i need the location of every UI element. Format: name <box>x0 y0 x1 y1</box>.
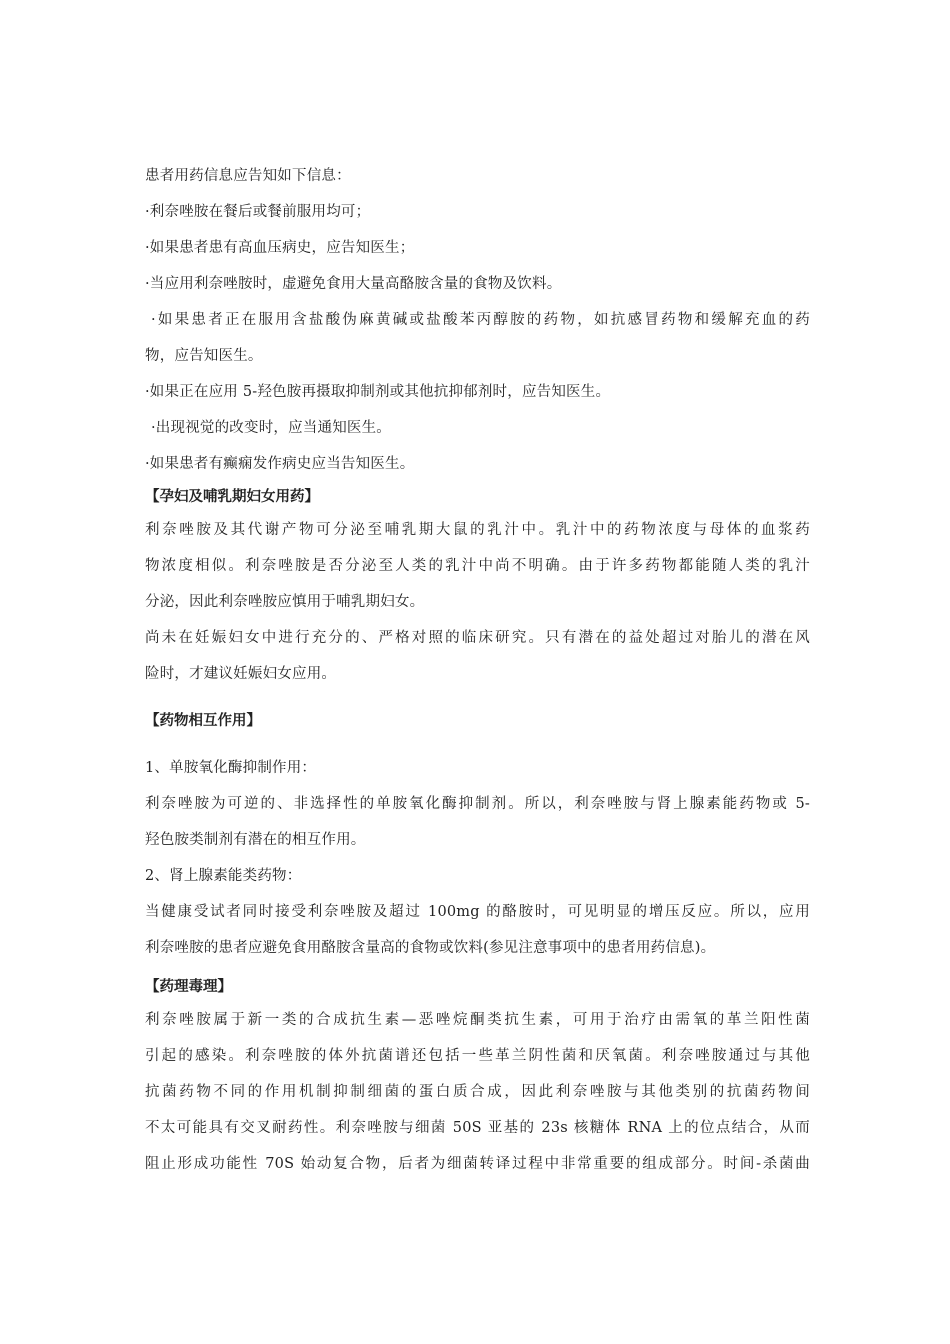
patient-info-item: ·利奈唑胺在餐后或餐前服用均可； <box>145 204 371 220</box>
interactions-paragraph-line: 利奈唑胺的患者应避免食用酪胺含量高的食物或饮料(参见注意事项中的患者用药信息)。 <box>145 940 716 956</box>
patient-info-item: ·如果患者有癫痫发作病史应当告知医生。 <box>145 456 415 472</box>
pregnancy-paragraph-line: 分泌，因此利奈唑胺应慎用于哺乳期妇女。 <box>145 594 425 610</box>
pregnancy-paragraph-line: 尚未在妊娠妇女中进行充分的、严格对照的临床研究。只有潜在的益处超过对胎儿的潜在风 <box>145 630 810 646</box>
pregnancy-paragraph-line: 物浓度相似。利奈唑胺是否分泌至人类的乳汁中尚不明确。由于许多药物都能随人类的乳汁 <box>145 558 810 574</box>
pharmacology-paragraph-line: 不太可能具有交叉耐药性。利奈唑胺与细菌 50S 亚基的 23s 核糖体 RNA 上的位点结合，从而 <box>145 1120 810 1136</box>
section-heading-pharmacology: 【药理毒理】 <box>145 979 232 995</box>
patient-info-item: ·如果正在应用 5-羟色胺再摄取抑制剂或其他抗抑郁剂时，应告知医生。 <box>145 384 611 400</box>
pharmacology-paragraph-line: 利奈唑胺属于新一类的合成抗生素—恶唑烷酮类抗生素，可用于治疗由需氧的革兰阳性菌 <box>145 1012 810 1028</box>
section-heading-interactions: 【药物相互作用】 <box>145 713 261 729</box>
patient-info-item: ·出现视觉的改变时，应当通知医生。 <box>151 420 392 436</box>
interactions-paragraph-line: 利奈唑胺为可逆的、非选择性的单胺氧化酶抑制剂。所以，利奈唑胺与肾上腺素能药物或 5- <box>145 796 810 812</box>
patient-info-item: 物，应告知医生。 <box>145 348 263 364</box>
interactions-subheading: 2、肾上腺素能类药物： <box>145 868 302 884</box>
section-heading-pregnancy: 【孕妇及哺乳期妇女用药】 <box>145 489 319 505</box>
pregnancy-paragraph-line: 险时，才建议妊娠妇女应用。 <box>145 666 337 682</box>
pregnancy-paragraph-line: 利奈唑胺及其代谢产物可分泌至哺乳期大鼠的乳汁中。乳汁中的药物浓度与母体的血浆药 <box>145 522 810 538</box>
document-page <box>145 158 810 1182</box>
pharmacology-paragraph-line: 抗菌药物不同的作用机制抑制细菌的蛋白质合成，因此利奈唑胺与其他类别的抗菌药物间 <box>145 1084 810 1100</box>
patient-info-item: ·如果患者患有高血压病史，应告知医生； <box>145 240 415 256</box>
interactions-paragraph-line: 羟色胺类制剂有潜在的相互作用。 <box>145 832 366 848</box>
patient-info-item: ·如果患者正在服用含盐酸伪麻黄碱或盐酸苯丙醇胺的药物，如抗感冒药物和缓解充血的药 <box>151 312 810 328</box>
interactions-subheading: 1、单胺氧化酶抑制作用： <box>145 760 317 776</box>
spacer <box>145 736 810 750</box>
spacer <box>145 692 810 706</box>
pharmacology-paragraph-line: 引起的感染。利奈唑胺的体外抗菌谱还包括一些革兰阴性菌和厌氧菌。利奈唑胺通过与其他 <box>145 1048 810 1064</box>
pharmacology-paragraph-line: 阻止形成功能性 70S 始动复合物，后者为细菌转译过程中非常重要的组成部分。时间-杀菌曲 <box>145 1156 810 1172</box>
interactions-paragraph-line: 当健康受试者同时接受利奈唑胺及超过 100mg 的酪胺时，可见明显的增压反应。所以，应用 <box>145 904 810 920</box>
patient-info-item: ·当应用利奈唑胺时，虚避免食用大量高酪胺含量的食物及饮料。 <box>145 276 562 292</box>
patient-info-intro: 患者用药信息应告知如下信息： <box>145 168 351 184</box>
